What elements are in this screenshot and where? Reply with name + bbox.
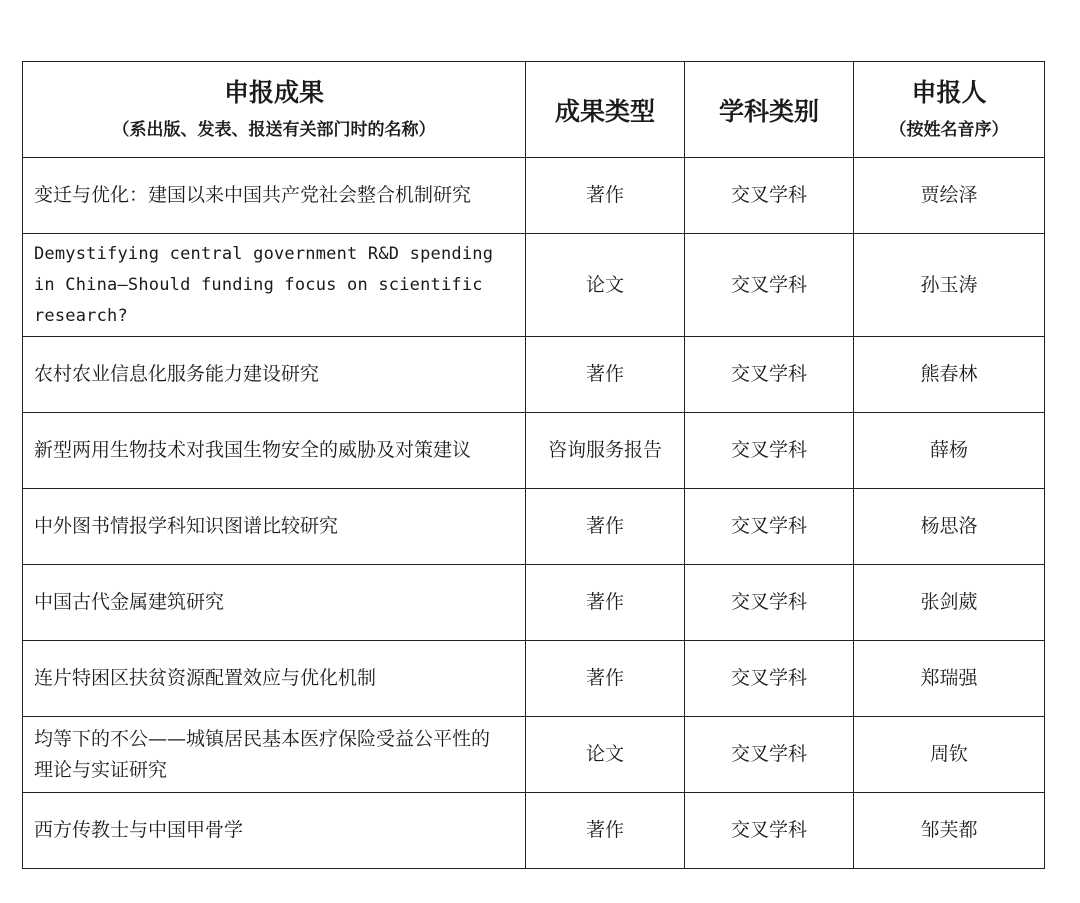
cell-discipline: 交叉学科 [685,158,854,234]
header-achievement-title: 申报成果 [223,77,324,107]
cell-discipline: 交叉学科 [685,234,854,337]
cell-discipline: 交叉学科 [685,565,854,641]
cell-title: 均等下的不公——城镇居民基本医疗保险受益公平性的理论与实证研究 [23,717,526,793]
cell-title: 农村农业信息化服务能力建设研究 [23,337,526,413]
cell-type: 著作 [526,641,685,717]
table-row [23,641,1045,717]
table-row [23,717,1045,793]
header-applicant-subtitle: （按姓名音序） [889,119,1009,140]
cell-discipline: 交叉学科 [685,413,854,489]
table-row [23,413,1045,489]
header-applicant-title: 申报人 [911,77,987,107]
table-row [23,234,1045,337]
achievements-table [22,61,1045,869]
table-row [23,158,1045,234]
header-type [526,62,685,158]
cell-applicant: 贾绘泽 [854,158,1045,234]
cell-type: 咨询服务报告 [526,413,685,489]
cell-type: 论文 [526,234,685,337]
header-row [23,62,1045,158]
cell-type: 著作 [526,337,685,413]
table-row [23,489,1045,565]
cell-applicant: 薛杨 [854,413,1045,489]
cell-discipline: 交叉学科 [685,793,854,869]
header-type-title: 成果类型 [554,96,655,126]
cell-discipline: 交叉学科 [685,489,854,565]
cell-applicant: 张剑葳 [854,565,1045,641]
cell-type: 著作 [526,565,685,641]
table-row [23,337,1045,413]
cell-title: 连片特困区扶贫资源配置效应与优化机制 [23,641,526,717]
cell-applicant: 周钦 [854,717,1045,793]
cell-title: Demystifying central government R&D spending in China—Should funding focus on scientific research? [23,234,526,337]
header-discipline-title: 学科类别 [718,96,819,126]
header-achievement [23,62,526,158]
cell-type: 论文 [526,717,685,793]
table-row [23,565,1045,641]
cell-title: 变迁与优化：建国以来中国共产党社会整合机制研究 [23,158,526,234]
cell-title: 中外图书情报学科知识图谱比较研究 [23,489,526,565]
cell-applicant: 孙玉涛 [854,234,1045,337]
header-achievement-subtitle: （系出版、发表、报送有关部门时的名称） [112,119,436,140]
cell-type: 著作 [526,158,685,234]
cell-applicant: 邹芙都 [854,793,1045,869]
table-row [23,793,1045,869]
cell-discipline: 交叉学科 [685,641,854,717]
cell-title: 西方传教士与中国甲骨学 [23,793,526,869]
header-applicant [854,62,1045,158]
header-discipline [685,62,854,158]
cell-type: 著作 [526,793,685,869]
cell-discipline: 交叉学科 [685,337,854,413]
cell-title: 新型两用生物技术对我国生物安全的威胁及对策建议 [23,413,526,489]
cell-title: 中国古代金属建筑研究 [23,565,526,641]
cell-type: 著作 [526,489,685,565]
cell-applicant: 郑瑞强 [854,641,1045,717]
cell-applicant: 熊春林 [854,337,1045,413]
cell-discipline: 交叉学科 [685,717,854,793]
cell-applicant: 杨思洛 [854,489,1045,565]
